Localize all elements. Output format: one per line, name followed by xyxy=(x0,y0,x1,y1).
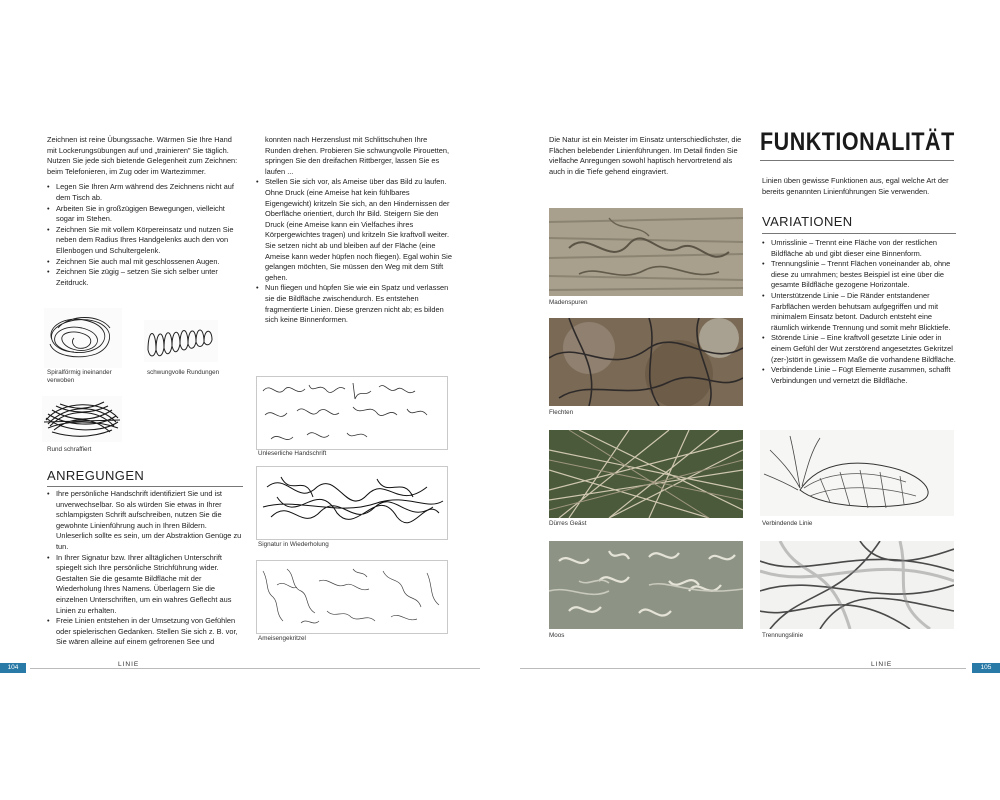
page-number-right: 105 xyxy=(980,664,992,671)
list-item: • Störende Linie – Eine kraftvoll gesetzte Linie oder in einem Gefühl der Wut zerstörend angesetztes Gekritzel (zer-)stört in gewissem Maße die vorhandene Bildfläche. xyxy=(762,333,958,365)
title-rule xyxy=(760,160,954,161)
photo-duerres-geaest xyxy=(549,430,743,518)
variationen-list xyxy=(762,238,958,386)
handwriting-caption: Unleserliche Handschrift xyxy=(258,450,327,457)
list-item: • Zeichnen Sie auch mal mit geschlossenen Augen. xyxy=(47,257,243,268)
signature-caption: Signatur in Wiederholung xyxy=(258,541,329,548)
title-paragraph: Linien üben gewisse Funktionen aus, egal welche Art der bereits genannten Linienführungen Sie verwenden. xyxy=(762,176,949,196)
anregungen-heading: ANREGUNGEN xyxy=(47,468,145,483)
swing-caption: schwungvolle Rundungen xyxy=(147,369,220,376)
list-item: • Arbeiten Sie in großzügigen Bewegungen, vielleicht sogar im Stehen. xyxy=(47,204,243,225)
variationen-heading: VARIATIONEN xyxy=(762,214,853,229)
page-number-left: 104 xyxy=(7,664,19,671)
variationen-rule xyxy=(762,233,956,234)
ant-caption: Ameisengekritzel xyxy=(258,635,306,642)
handwriting-sketch xyxy=(256,376,448,450)
photo-flechten xyxy=(549,318,743,406)
footer-rule-left xyxy=(30,668,480,669)
spiral-sketch xyxy=(44,308,122,368)
list-item: • Verbindende Linie – Fügt Elemente zusammen, schafft Verbindungen und vernetzt die Bildfläche. xyxy=(762,365,958,386)
photo-moos xyxy=(549,541,743,629)
page-number-badge-left xyxy=(0,663,26,673)
spiral-caption: Spiralförmig ineinander verwoben xyxy=(47,369,112,384)
drawing-verbindende-linie xyxy=(760,430,954,516)
right-intro: Die Natur ist ein Meister im Einsatz unterschiedlichster, die Flächen belebender Linienführungen. Im Detail finden Sie vielfache Anregungen sowohl haptisch hervortretend als auch in die Tiefe gehend eingraviert. xyxy=(549,135,742,176)
intro-paragraph: Zeichnen ist reine Übungssache. Wärmen Sie Ihre Hand mit Lockerungsübungen auf und „trainieren" Sie täglich. Nutzen Sie jede sich bietende Gelegenheit zum Zeichnen: beim Telefonieren, im Zug oder im Wartezimmer. xyxy=(47,135,238,176)
running-head-left: LINIE xyxy=(115,661,142,668)
chapter-title: FUNKTIONALITÄT xyxy=(760,128,955,156)
photo-caption-duerres-geaest: Dürres Geäst xyxy=(549,520,587,527)
list-item: • Zeichnen Sie zügig – setzen Sie sich selber unter Zeitdruck. xyxy=(47,267,243,288)
list-item: • Stellen Sie sich vor, als Ameise über das Bild zu laufen. Ohne Druck (eine Ameise hat kein fühlbares Eigengewicht) kritzeln Sie sich, an den Hindernissen der Oberfläche orientiert, durch Ihr Bild. Steigern Sie den Druck (eine Ameise kann ein Vielfaches ihres Körpergewichtes tragen) und kritzeln Sie kraftvoll weiter. Sie setzen nicht ab und bleiben auf der Fläche (eine Ameise kann weder hüpfen noch fliegen). Egal wohin Sie gelangen möchten, Sie müssen den Weg mit dem Stift gehen. xyxy=(256,177,452,283)
list-item: • Unterstützende Linie – Die Ränder entstandener Farbflächen werden behutsam aufgegriffen und mit minimalem Einsatz betont. Dadurch entsteht eine räumlich wirkende Trennung und somit mehr Blicktiefe. xyxy=(762,291,958,333)
drawing-caption-trennungslinie: Trennungslinie xyxy=(762,632,804,639)
ant-scribble-sketch xyxy=(256,560,448,634)
left-intro-column xyxy=(47,135,243,288)
anregungen-rule xyxy=(47,486,243,487)
left-second-column xyxy=(256,135,452,326)
list-item: • In Ihrer Signatur bzw. Ihrer alltäglichen Unterschrift spiegelt sich Ihre persönliche Strichführung wider. Gestalten Sie die gesamte Bildfläche mit der Wiederholung Ihres Namens. Überlagern Sie die einzelnen Unterschriften, um ein wahres Geflecht aus Linien zu erhalten. xyxy=(47,553,243,617)
page-number-badge-right xyxy=(972,663,1000,673)
anregungen-list xyxy=(47,489,243,648)
drawing-caption-verbindende: Verbindende Linie xyxy=(762,520,813,527)
tips-list xyxy=(47,182,243,288)
photo-madenspuren xyxy=(549,208,743,296)
list-item: • Zeichnen Sie mit vollem Körpereinsatz und nutzen Sie neben dem Radius Ihres Handgelenks auch den von Ellenbogen und Schultergelenk. xyxy=(47,225,243,257)
list-item: • Nun fliegen und hüpfen Sie wie ein Spatz und verlassen sie die Bildfläche zwischendurch. Es entstehen fragmentierte Linien. Diese grenzen nicht ab; es bilden sich keine Binnenformen. xyxy=(256,283,452,325)
drawing-trennungslinie xyxy=(760,541,954,629)
list-item: • Trennungslinie – Trennt Flächen voneinander ab, ohne diese zu umrahmen; bestes Beispiel ist eine über die gesamte Bildfläche gezogene Horizontale. xyxy=(762,259,958,291)
photo-caption-moos: Moos xyxy=(549,632,565,639)
footer-rule-right xyxy=(520,668,966,669)
continuation-paragraph: konnten nach Herzenslust mit Schlittschuhen Ihre Runden drehen. Probieren Sie schwungvolle Pirouetten, springen Sie den dreifachen Rittberger, lassen Sie es laufen ... xyxy=(265,135,450,176)
signature-sketch xyxy=(256,466,448,540)
list-item: • Freie Linien entstehen in der Umsetzung von Gefühlen oder spielerischen Gedanken. Stellen Sie sich z. B. vor, Sie wären alleine auf einem gefrorenen See und xyxy=(47,616,243,648)
hatch-caption: Rund schraffiert xyxy=(47,446,92,453)
hatch-sketch xyxy=(42,396,122,442)
list-item: • Ihre persönliche Handschrift identifiziert Sie und ist unverwechselbar. So als würden Sie etwas in Ihrer schlampigsten Schrift aufschreiben, nutzen Sie die gewohnte Linienführung auch in Ihren Bildern. Unleserlich sollte es sein, um der Abstraktion Genüge zu tun. xyxy=(47,489,243,553)
running-head-right: LINIE xyxy=(868,661,895,668)
list-item: • Legen Sie Ihren Arm während des Zeichnens nicht auf dem Tisch ab. xyxy=(47,182,243,203)
swing-sketch xyxy=(144,320,218,362)
list-item: • Umrisslinie – Trennt eine Fläche von der restlichen Bildfläche ab und gibt dieser eine Binnenform. xyxy=(762,238,958,259)
photo-caption-flechten: Flechten xyxy=(549,409,574,416)
photo-caption-madenspuren: Madenspuren xyxy=(549,299,588,306)
